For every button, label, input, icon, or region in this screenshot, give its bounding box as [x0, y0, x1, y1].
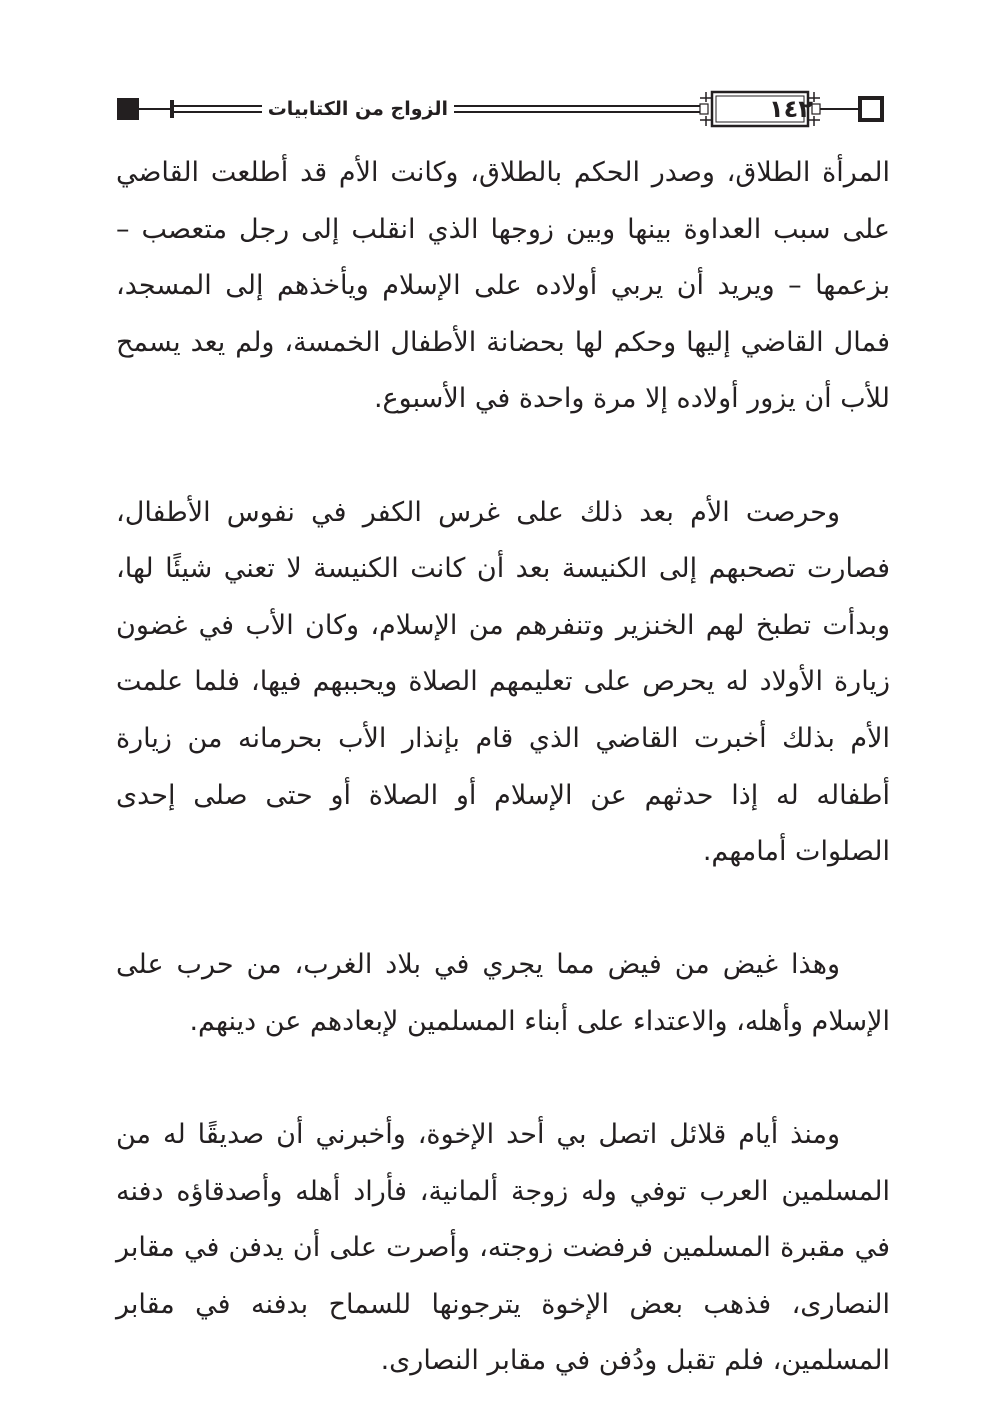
page-number: ١٤٢ [769, 95, 813, 123]
book-title: الزواج من الكتابيات [262, 94, 454, 124]
page-header [112, 88, 892, 132]
left-block-marker [117, 98, 139, 120]
paragraph-2: وحرصت الأم بعد ذلك على غرس الكفر في نفوس الأطفال، فصارت تصحبهم إلى الكنيسة بعد أن كانت الكنيسة لا تعني شيئًا لها، وبدأت تطبخ لهم الخنزير وتنفرهم من الإسلام، وكان الأب في غضون زيارة الأولاد له يحرص على تعليمهم الصلاة ويحببهم فيها، فلما علمت الأم بذلك أخبرت القاضي الذي قام بإنذار الأب بحرمانه من زيارة أطفاله له إذا حدثهم عن الإسلام أو الصلاة أو حتى صلى إحدى الصلوات أمامهم. [116, 496, 890, 868]
paragraph-1: المرأة الطلاق، وصدر الحكم بالطلاق، وكانت الأم قد أطلعت القاضي على سبب العداوة بينها وبين زوجها الذي انقلب إلى رجل متعصب – بزعمها – ويريد أن يربي أولاده على الإسلام ويأخذهم إلى المسجد، فمال القاضي إليها وحكم لها بحضانة الأطفال الخمسة، ولم يعد يسمح للأب أن يزور أولاده إلا مرة واحدة في الأسبوع. [116, 157, 890, 415]
body-text [116, 145, 890, 1390]
paragraph-4: ومنذ أيام قلائل اتصل بي أحد الإخوة، وأخبرني أن صديقًا له من المسلمين العرب توفي وله زوجة ألمانية، فأراد أهله وأصدقاؤه دفنه في مقبرة المسلمين فرفضت زوجته، وأصرت على أن يدفن في مقابر النصارى، فذهب بعض الإخوة يترجونها للسماح بدفنه في مقابر المسلمين، فلم تقبل ودُفن في مقابر النصارى. [116, 1119, 890, 1377]
paragraph-3: وهذا غيض من فيض مما يجري في بلاد الغرب، من حرب على الإسلام وأهله، والاعتداء على أبناء المسلمين لإبعادهم عن دينهم. [116, 949, 890, 1037]
right-square-marker [860, 98, 882, 120]
